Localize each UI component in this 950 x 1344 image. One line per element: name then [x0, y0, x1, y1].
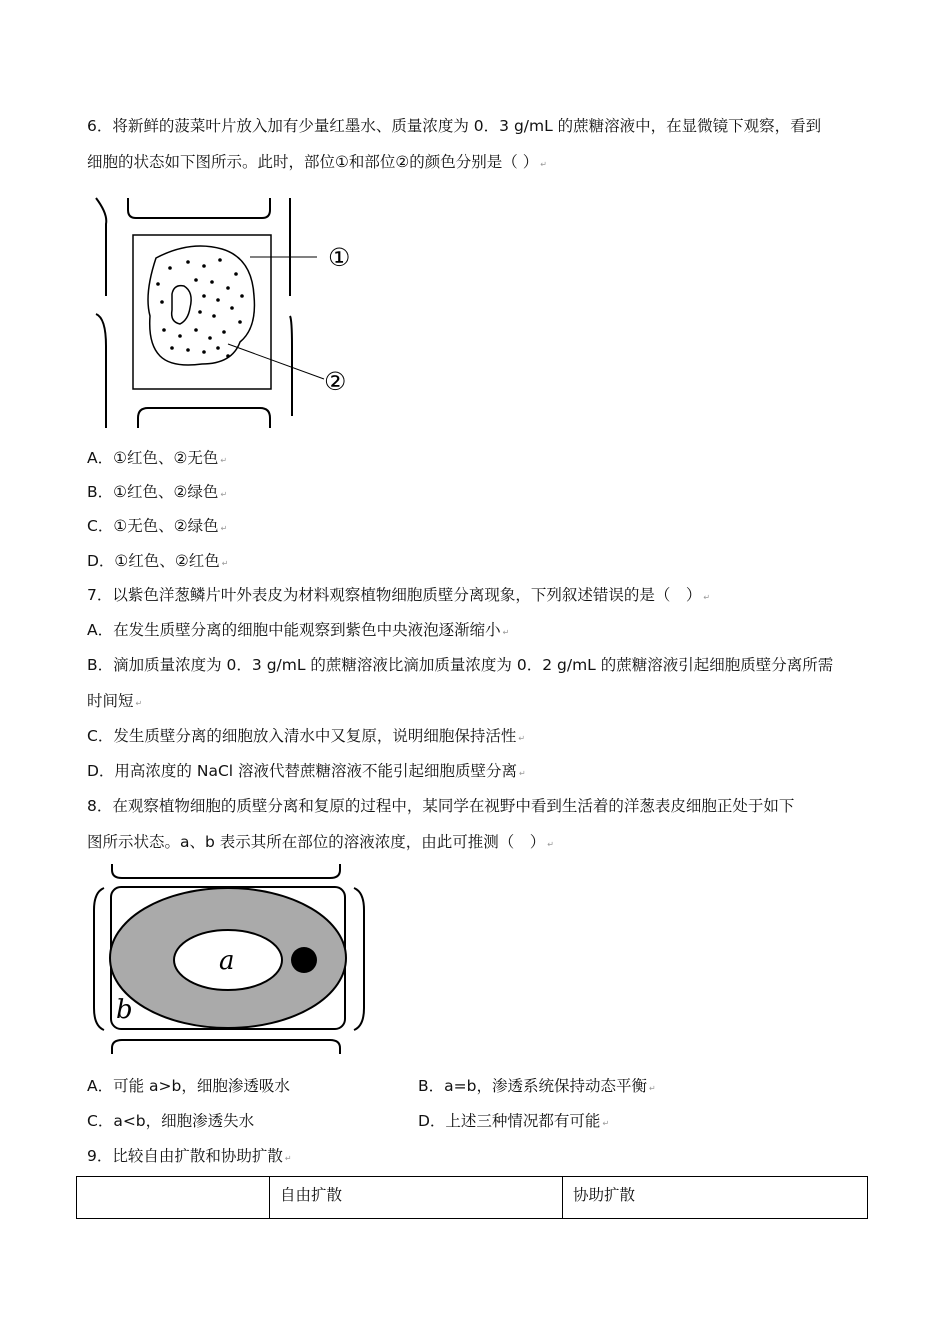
q8-stem-line1: 8．在观察植物细胞的质壁分离和复原的过程中，某同学在视野中看到生活着的洋葱表皮细胞正处于如下: [87, 797, 795, 815]
q8-label-a: a: [219, 946, 235, 976]
q7-option-c: C．发生质壁分离的细胞放入清水中又复原，说明细胞保持活性 ↵: [87, 727, 526, 745]
q6-label-1: ①: [328, 243, 351, 272]
q8-option-b: B．a=b，渗透系统保持动态平衡 ↵: [418, 1077, 656, 1095]
table-row: [77, 1177, 868, 1219]
q8-label-b: b: [116, 995, 133, 1025]
q8-cell-diagram: [86, 862, 376, 1058]
q6-stem-line2: 细胞的状态如下图所示。此时，部位①和部位②的颜色分别是（ ） ↵: [87, 153, 547, 171]
q7-option-b: B．滴加质量浓度为 0．3 g/mL 的蔗糖溶液比滴加质量浓度为 0．2 g/mL 的蔗糖溶液引起细胞质壁分离所需: [87, 656, 834, 674]
q9-stem: 9．比较自由扩散和协助扩散 ↵: [87, 1147, 292, 1165]
table-header-facilitated-diffusion: 协助扩散: [563, 1177, 868, 1219]
q6-stem-line1: 6．将新鲜的菠菜叶片放入加有少量红墨水、质量浓度为 0．3 g/mL 的蔗糖溶液中，在显微镜下观察，看到: [87, 117, 822, 135]
q7-option-d: D．用高浓度的 NaCl 溶液代替蔗糖溶液不能引起细胞质壁分离 ↵: [87, 762, 526, 780]
q8-option-a: A．可能 a>b，细胞渗透吸水: [87, 1077, 290, 1095]
q9-comparison-table: [76, 1176, 868, 1219]
q8-option-c: C．a<b，细胞渗透失水: [87, 1112, 255, 1130]
table-header-empty: [77, 1177, 270, 1219]
q8-stem-line2: 图所示状态。a、b 表示其所在部位的溶液浓度，由此可推测（ ） ↵: [87, 833, 554, 851]
q7-option-b-cont: 时间短 ↵: [87, 692, 143, 710]
q7-stem: 7．以紫色洋葱鳞片叶外表皮为材料观察植物细胞质壁分离现象，下列叙述错误的是（ ） ↵: [87, 586, 711, 604]
q6-option-a: A．①红色、②无色 ↵: [87, 449, 228, 467]
q6-option-d: D．①红色、②红色 ↵: [87, 552, 229, 570]
q7-option-a: A．在发生质壁分离的细胞中能观察到紫色中央液泡逐渐缩小 ↵: [87, 621, 510, 639]
q6-option-b: B．①红色、②绿色 ↵: [87, 483, 228, 501]
q6-cell-diagram: [92, 196, 382, 436]
table-header-free-diffusion: 自由扩散: [270, 1177, 563, 1219]
q6-label-2: ②: [324, 367, 347, 396]
q8-option-d: D．上述三种情况都有可能 ↵: [418, 1112, 610, 1130]
q6-option-c: C．①无色、②绿色 ↵: [87, 517, 228, 535]
